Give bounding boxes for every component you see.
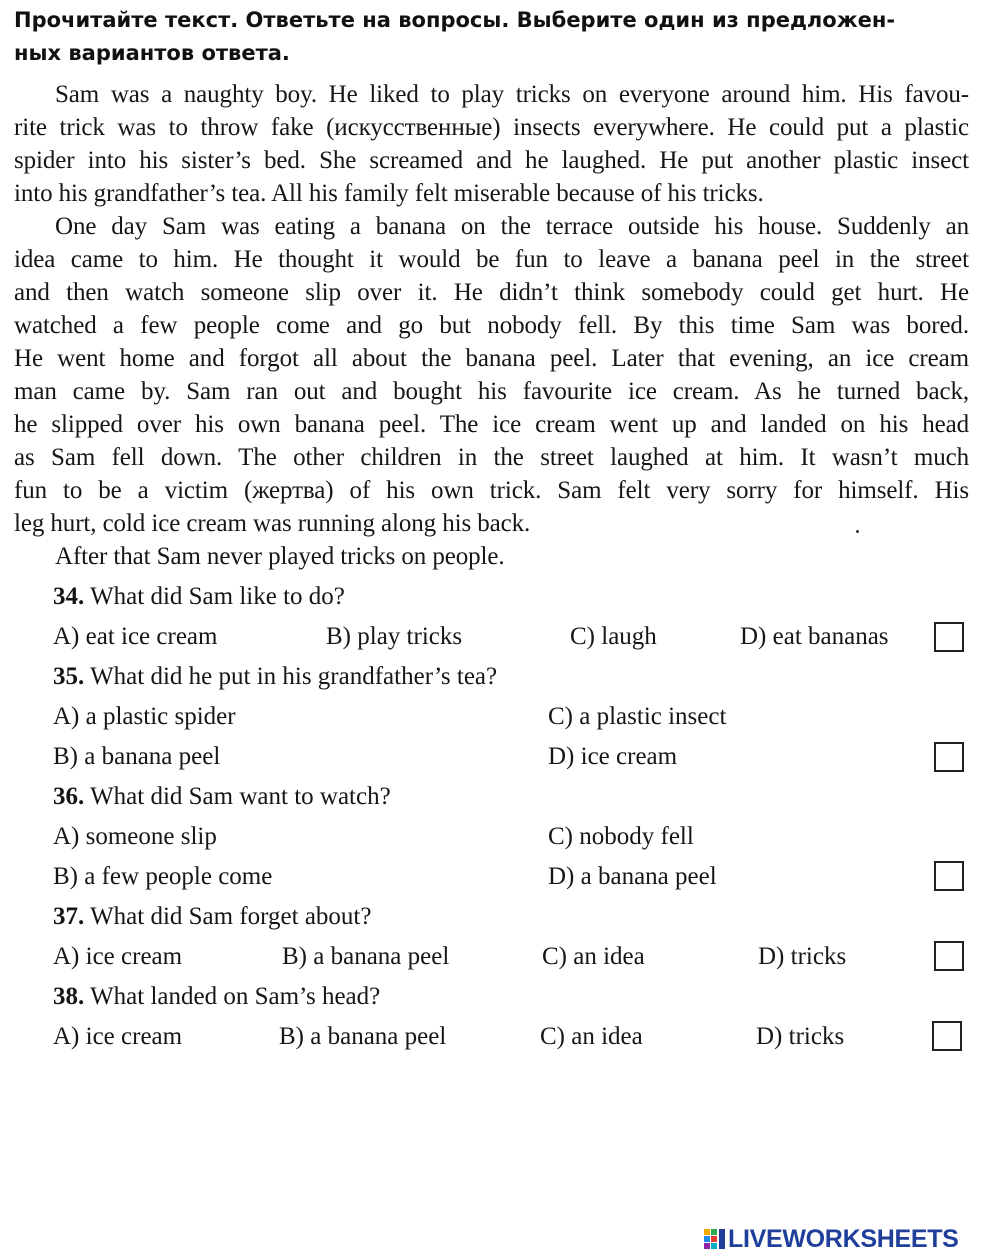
q36-option-c: C) nobody fell — [548, 823, 694, 850]
story-line: After that Sam never played tricks on people. — [55, 543, 505, 570]
speck-mark — [856, 530, 859, 533]
story-line: into his grandfather’s tea. All his family felt miserable because of his tricks. — [14, 180, 764, 207]
q38-option-b: B) a banana peel — [279, 1023, 447, 1050]
question-37 — [53, 900, 371, 933]
story-line: fun to be a victim (жертва) of his own trick. Sam felt very sorry for himself. His — [14, 477, 969, 504]
question-number: 34. — [53, 583, 85, 610]
q38-option-d: D) tricks — [756, 1023, 845, 1050]
q36-answer-box[interactable] — [934, 861, 964, 891]
question-34 — [53, 580, 345, 613]
story-line: idea came to him. He thought it would be fun to leave a banana peel in the street — [14, 246, 969, 273]
question-text: What landed on Sam’s head? — [90, 983, 381, 1010]
liveworksheets-logo-text: LIVEWORKSHEETS — [728, 1224, 959, 1253]
story-line: watched a few people come and go but nobody fell. By this time Sam was bored. — [14, 312, 969, 339]
story-line: he slipped over his own banana peel. The ice cream went up and landed on his head — [14, 411, 969, 438]
instruction-line-2: ных вариантов ответа. — [14, 41, 290, 65]
question-36 — [53, 780, 391, 813]
q38-option-a: A) ice cream — [53, 1023, 183, 1050]
q35-option-d: D) ice cream — [548, 743, 678, 770]
story-line: rite trick was to throw fake (искусственные) insects everywhere. He could put a plastic — [14, 114, 969, 141]
q37-answer-box[interactable] — [934, 941, 964, 971]
q34-answer-box[interactable] — [934, 622, 964, 652]
story-line: One day Sam was eating a banana on the terrace outside his house. Suddenly an — [55, 213, 969, 240]
story-line: Sam was a naughty boy. He liked to play tricks on everyone around him. His favou- — [55, 81, 969, 108]
q38-option-c: C) an idea — [540, 1023, 643, 1050]
story-paragraph-2 — [14, 210, 969, 540]
q36-option-b: B) a few people come — [53, 863, 273, 890]
story-paragraph-3 — [14, 540, 969, 573]
question-number: 37. — [53, 903, 85, 930]
story-line: man came by. Sam ran out and bought his favourite ice cream. As he turned back, — [14, 378, 969, 405]
q35-option-c: C) a plastic insect — [548, 703, 727, 730]
q37-option-b: B) a banana peel — [282, 943, 450, 970]
question-text: What did Sam forget about? — [90, 903, 372, 930]
q37-option-c: C) an idea — [542, 943, 645, 970]
q37-option-a: A) ice cream — [53, 943, 183, 970]
q34-option-c: C) laugh — [570, 623, 657, 650]
q34-option-a: A) eat ice cream — [53, 623, 218, 650]
question-38 — [53, 980, 380, 1013]
story-line: spider into his sister’s bed. She screamed and he laughed. He put another plastic insect — [14, 147, 969, 174]
question-number: 36. — [53, 783, 85, 810]
q34-option-d: D) eat bananas — [740, 623, 889, 650]
q37-option-d: D) tricks — [758, 943, 847, 970]
q36-option-a: A) someone slip — [53, 823, 217, 850]
q38-answer-box[interactable] — [932, 1021, 962, 1051]
q35-option-b: B) a banana peel — [53, 743, 221, 770]
story-line: He went home and forgot all about the banana peel. Later that evening, an ice cream — [14, 345, 969, 372]
question-text: What did Sam want to watch? — [90, 783, 391, 810]
liveworksheets-logo[interactable] — [704, 1224, 959, 1254]
q34-option-b: B) play tricks — [326, 623, 463, 650]
instruction-line-1: Прочитайте текст. Ответьте на вопросы. Выберите один из предложен- — [14, 8, 896, 32]
q35-answer-box[interactable] — [934, 742, 964, 772]
q35-option-a: A) a plastic spider — [53, 703, 236, 730]
question-35 — [53, 660, 497, 693]
question-text: What did Sam like to do? — [90, 583, 345, 610]
question-text: What did he put in his grandfather’s tea? — [90, 663, 498, 690]
question-number: 38. — [53, 983, 85, 1010]
story-paragraph-1 — [14, 78, 969, 210]
liveworksheets-logo-icon — [704, 1227, 726, 1251]
instruction-heading — [14, 4, 979, 70]
story-line: leg hurt, cold ice cream was running along his back. — [14, 510, 531, 537]
story-line: as Sam fell down. The other children in the street laughed at him. It wasn’t much — [14, 444, 969, 471]
story-line: and then watch someone slip over it. He didn’t think somebody could get hurt. He — [14, 279, 969, 306]
q36-option-d: D) a banana peel — [548, 863, 717, 890]
question-number: 35. — [53, 663, 85, 690]
